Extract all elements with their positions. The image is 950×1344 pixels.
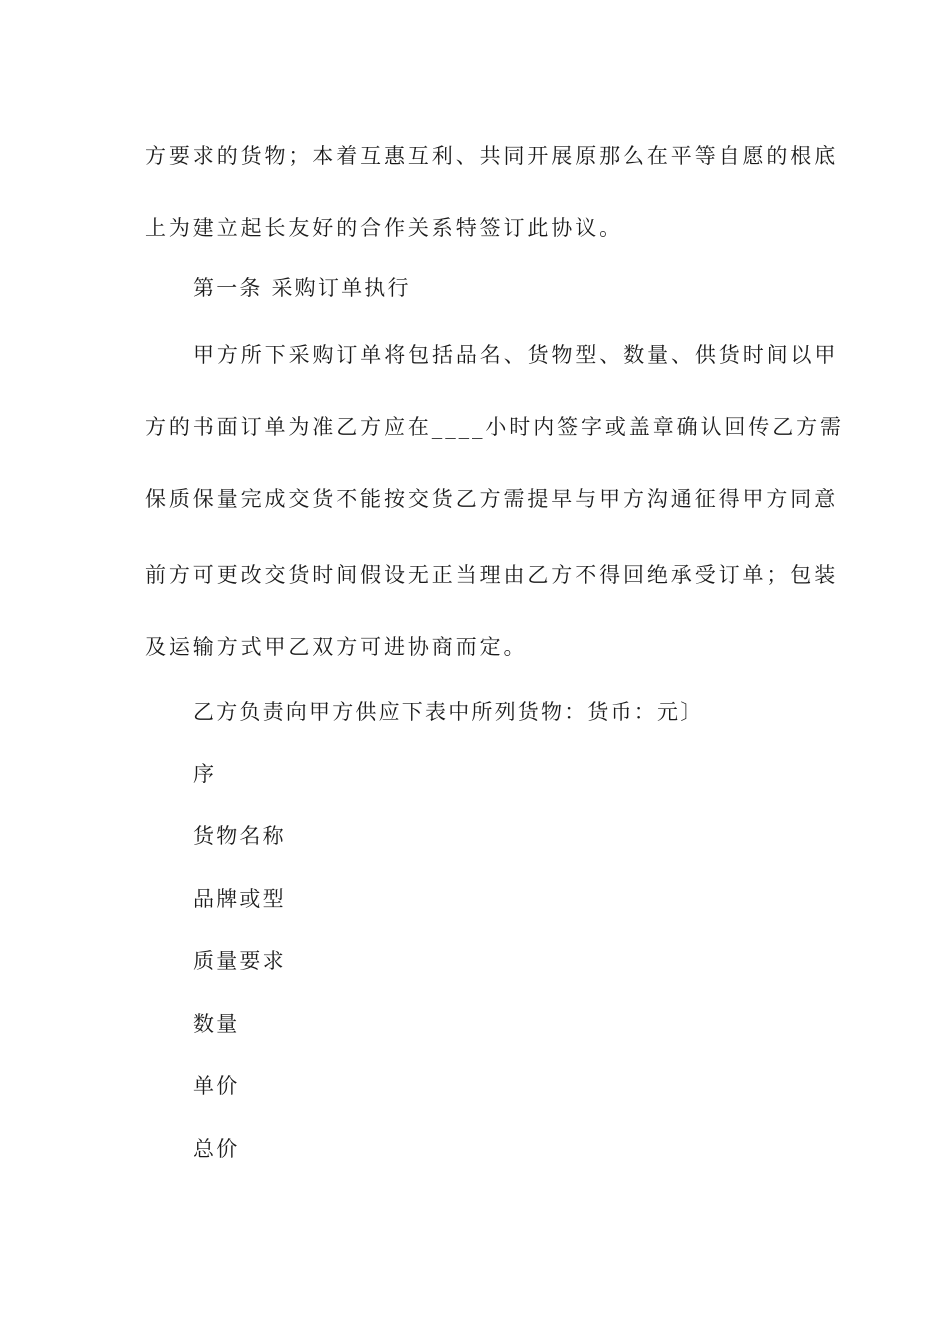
table-header-item: 总价 <box>193 1137 240 1161</box>
article-line-1: 甲方所下采购订单将包括品名、货物型、数量、供货时间以甲 <box>193 343 839 367</box>
supply-statement: 乙方负责向甲方供应下表中所列货物：货币：元〕 <box>193 700 704 724</box>
article-heading: 第一条 采购订单执行 <box>193 276 411 300</box>
intro-line-1: 方要求的货物；本着互惠互利、共同开展原那么在平等自愿的根底 <box>145 144 839 168</box>
table-header-item: 货物名称 <box>193 824 286 848</box>
intro-line-2: 上为建立起长友好的合作关系特签订此协议。 <box>145 216 623 240</box>
table-header-item: 单价 <box>193 1074 240 1098</box>
article-line-3: 保质保量完成交货不能按交货乙方需提早与甲方沟通征得甲方同意 <box>145 487 839 511</box>
article-line-2: 方的书面订单为准乙方应在____小时内签字或盖章确认回传乙方需 <box>145 415 844 439</box>
table-header-item: 数量 <box>193 1012 240 1036</box>
article-line-4: 前方可更改交货时间假设无正当理由乙方不得回绝承受订单；包装 <box>145 563 839 587</box>
table-header-item: 序 <box>193 762 217 786</box>
article-line-5: 及运输方式甲乙双方可进协商而定。 <box>145 635 528 659</box>
table-header-item: 品牌或型 <box>193 887 286 911</box>
table-header-item: 质量要求 <box>193 949 286 973</box>
